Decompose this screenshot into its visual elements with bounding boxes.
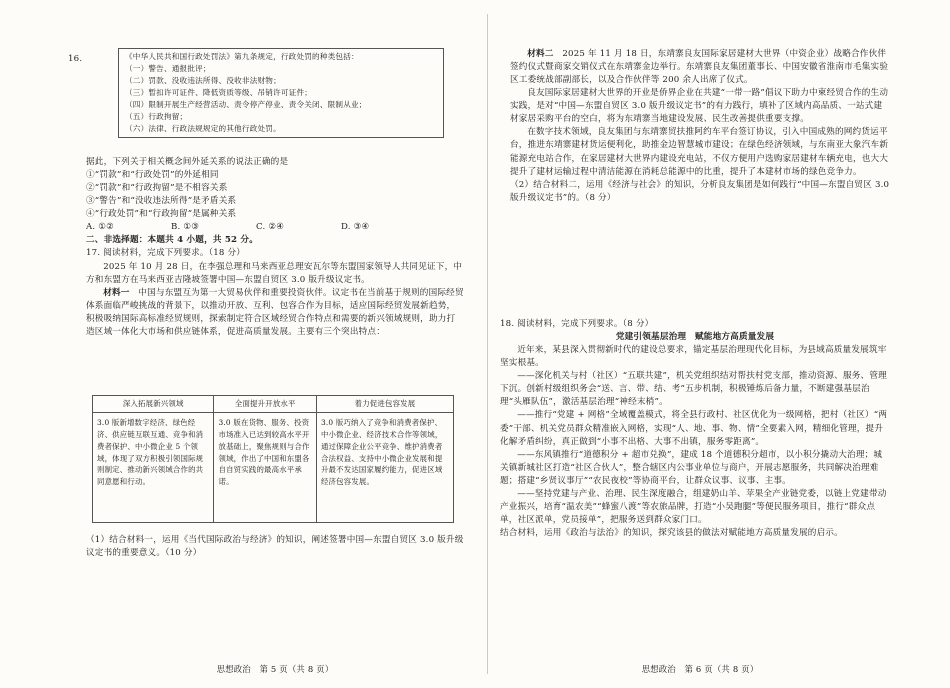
choice-d[interactable]: D. ③④: [341, 222, 370, 233]
section-heading: 二、非选择题：本题共 4 小题，共 52 分。: [86, 235, 259, 246]
material2-p2: 良友国际家居建材大世界的开业是侨界企业在共建“一带一路”倡议下助力中柬经贸合作的生动实践，是对“中国—东盟自贸区 3.0 版升级议定书”的有力践行，填补了区域内高品质、一站式建材家居采购平台的空白，将为东靖寨当地建设发展、民生改善提供重要支撑。: [510, 88, 889, 125]
q18-paragraph: ——东风镇推行“道德积分 + 超市兑换”，建成 18 个道德积分超市，以小积分撬动大治理；城关镇新城社区打造“社区合伙人”，整合辖区内公事业单位与商户，开展志愿服务，共同解决治理难题；搭建“乡贤议事厅”“农民夜校”等协商平台，让群众议事、议事、主事。: [500, 449, 883, 486]
table-cell: 3.0 版在货物、服务、投资市场准入已达到较高水平开放基础上，聚焦规则与合作领域，作出了中国和东盟各自自贸实践的最高水平承诺。: [214, 413, 316, 523]
q16-item: ①“罚款”和“行政处罚”的外延相同: [86, 170, 219, 181]
law-line: （二）罚款、没收违法所得、没收非法财物；: [125, 75, 281, 85]
page-footer: 思想政治 第 6 页（共 8 页）: [641, 664, 759, 674]
page-5: [68, 0, 464, 688]
q18: [500, 318, 890, 540]
material2-label: 材料二: [527, 49, 554, 59]
page-divider: [487, 14, 488, 674]
q17-sub2: （2）结合材料二，运用《经济与社会》的知识，分析良友集团是如何践行“中国—东盟自贸区 3.0 版升级议定书”的。（8 分）: [510, 179, 890, 203]
q17-features-table: [92, 395, 454, 523]
q16-body: [86, 156, 464, 339]
q18-paragraph: ——坚持党建与产业、治理、民生深度融合，组建奶山羊、苹果全产业链党委，以链上党建带动产业振兴，培育“温农美”“蜂蜜八渡”等农旅品牌，打造“小吴跑腿”等便民服务项目，推行“群众点单，社区派单，党员接单”，把服务送到群众家门口。: [500, 488, 887, 525]
material2-p3: 在数字技术领域，良友集团与东靖寨贸扶推阿约车平台签订协议，引入中国成熟的网约货运平台，推进东靖寨建材货运便利化，助推金边智慧城市建设；在绿色经济领域，与东南亚大象汽车新能源充电站合作，在家居建材大世界内建设充电站，不仅方便用户选购家居建材车辆充电，也大大提升了建材运输过程中清洁能源在消耗总能源中的比重，提升了本建材市场的绿色竞争力。: [510, 127, 889, 177]
q18-paragraph: 近年来，某县深入贯彻新时代的建设总要求，锚定基层治理现代化目标，为县域高质量发展筑牢坚实根基。: [500, 345, 887, 369]
q18-title: 18. 阅读材料，完成下列要求。（8 分）: [500, 319, 654, 329]
q16-law-box: [118, 48, 444, 138]
table-header: 深入拓展新兴领域: [93, 396, 214, 413]
page-6: [500, 0, 890, 688]
material2: [510, 48, 890, 205]
q18-paragraph: ——深化机关与村（社区）“五联共建”，机关党组织结对帮扶村党支部，推动资源、服务、管理下沉。创新村级组织务会“送、言、带、结、考”五步机制，积极锤炼后备力量，不断建强基层治理“头雁队伍”，激活基层治理“神经末梢”。: [500, 371, 887, 408]
material2-p1: [510, 48, 890, 87]
q18-heading: 党建引领基层治理 赋能地方高质量发展: [615, 332, 775, 343]
material1-label: 材料一: [103, 287, 130, 298]
page-footer: 思想政治 第 5 页（共 8 页）: [216, 664, 334, 674]
q17-title: 17. 阅读材料，完成下列要求。（18 分）: [86, 248, 246, 259]
law-line: 《中华人民共和国行政处罚法》第九条规定，行政处罚的种类包括：: [125, 52, 359, 61]
law-line: （三）暂扣许可证件、降低资质等级、吊销许可证件；: [125, 87, 313, 97]
law-line: （五）行政拘留；: [125, 111, 188, 121]
q18-paragraph: ——推行“党建 + 网格”全域覆盖模式，将全县行政村、社区优化为一级网格，把村（社区）“两委”干部、机关党员群众精准嵌入网格，实现“人、地、事、物、情”全要素入网，精细化管理，提升化解矛盾纠纷，真正做到“小事不出格、大事不出镇，服务零距离”。: [500, 410, 888, 447]
table-cell: 3.0 版新增数字经济、绿色经济、供应链互联互通、竞争和消费者保护、中小微企业 5 个领域，体现了双方积极引领国际规则制定、推动新兴领域合作的共同意愿和行动。: [93, 413, 214, 523]
choice-a[interactable]: A. ①②: [86, 222, 115, 233]
q16-item: ④“行政处罚”和“行政拘留”是属种关系: [86, 209, 237, 220]
table-header: 着力促进包容发展: [316, 396, 453, 413]
q16-stem: 据此，下列关于相关概念间外延关系的说法正确的是: [86, 157, 289, 167]
q16-choices: [86, 221, 426, 234]
material2-text: 2025 年 11 月 18 日，东靖寨良友国际家居建材大世界（中资企业）战略合作伙伴签约仪式暨商家交销仪式在东靖寨金边举行。东靖寨良友集团董事长、中国安徽省淮南市毛集实验区工委统战部副部长，以及合作伙伴等 200 余人出席了仪式。: [510, 49, 889, 86]
q18-requirement: 结合材料，运用《政治与法治》的知识，探究该县的做法对赋能地方高质量发展的启示。: [500, 528, 843, 538]
choice-c[interactable]: C. ②④: [256, 222, 285, 233]
material1-text: 中国与东盟互为第一大贸易伙伴和重要投资伙伴。议定书在当前基于规则的国际经贸体系面临严峻挑战的背景下，以推动开放、互利、包容合作为目标，适应国际经贸发展新趋势，积极吸纳国际高标准经贸规则，探索制定符合区域经贸合作特点和需要的新兴领域规则，助力打造区域一体化大市场和供应链体系，促进高质量发展。主要有三个突出特点：: [86, 287, 464, 337]
table-cell: 3.0 版巧纳入了竞争和消费者保护、中小微企业、经济技术合作等领域，通过保障企业公平竞争、维护消费者合法权益、支持中小微企业发展和提升最不发达国家履约能力，促进区域经济包容发展。: [316, 413, 453, 523]
table-header: 全面提升开放水平: [214, 396, 316, 413]
q17-sub1: （1）结合材料一，运用《当代国际政治与经济》的知识，阐述签署中国—东盟自贸区 3.0 版升级议定书的重要意义。（10 分）: [86, 535, 464, 559]
q16-number: 16.: [68, 54, 83, 64]
choice-b[interactable]: B. ①③: [171, 222, 200, 233]
q17-material1: [86, 287, 464, 339]
law-line: （六）法律、行政法规规定的其他行政处罚。: [125, 123, 281, 133]
q16-item: ②“罚款”和“行政拘留”是不相容关系: [86, 183, 228, 194]
law-line: （四）限制开展生产经营活动、责令停产停业、责令关闭、限制从业；: [125, 99, 367, 109]
law-line: （一）警告、通报批评；: [125, 63, 211, 73]
q16-item: ③“警告”和“没收违法所得”是矛盾关系: [86, 196, 237, 207]
q17-intro: 2025 年 10 月 28 日，在李强总理和马来西亚总理安瓦尔等东盟国家领导人共同见证下，中方和东盟方在马来西亚吉隆坡签署中国—东盟自贸区 3.0 版升级议定书。: [86, 261, 463, 285]
